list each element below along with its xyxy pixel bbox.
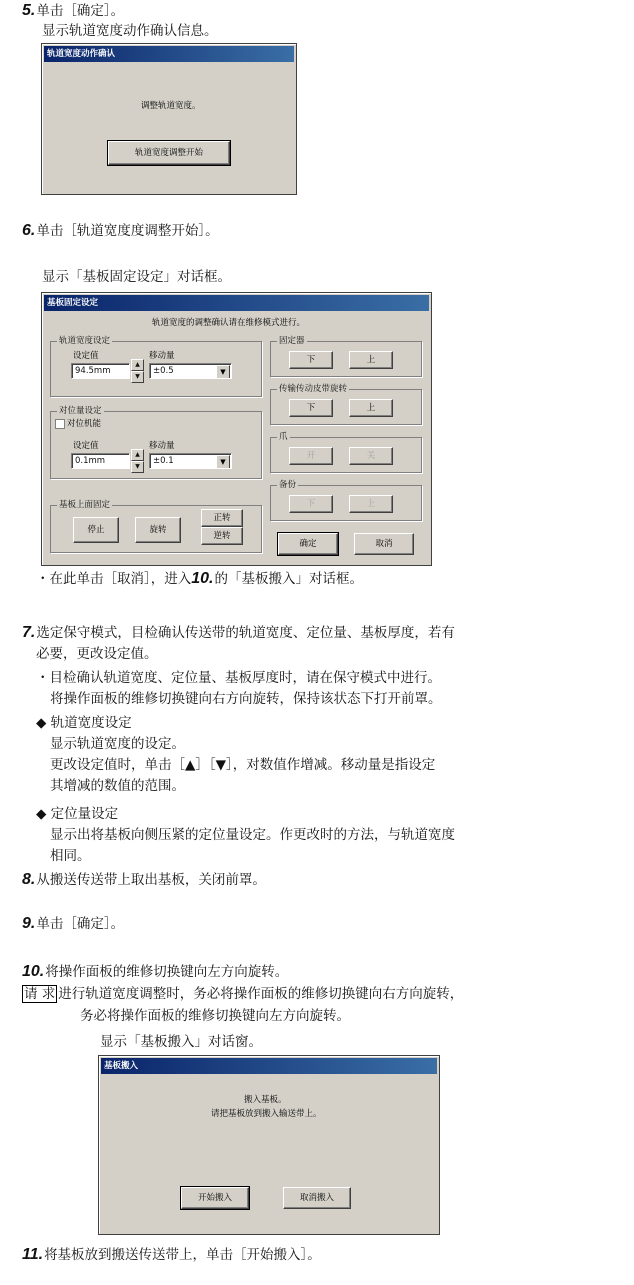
group-title: 爪 (279, 432, 288, 442)
step-7-bullet: ・目检确认轨道宽度、定位量、基板厚度时，请在保守模式中进行。 (36, 670, 441, 686)
step-text: 将基板放到搬送传送带上，单击［开始搬入］。 (44, 1247, 321, 1263)
ok-button[interactable]: 确定 (278, 533, 338, 555)
checkbox-label: 对位机能 (67, 419, 102, 429)
group-title: 基板上面固定 (59, 500, 111, 510)
step-6 (22, 222, 219, 240)
group-title: 对位量设定 (59, 406, 102, 416)
step-number: 6. (22, 222, 36, 239)
setting-label: 设定值 (73, 351, 99, 361)
note-tail: 的「基板搬入」对话框。 (214, 571, 363, 587)
rail-width-value-field[interactable]: 94.5mm (71, 363, 130, 379)
start-carry-in-button[interactable]: 开始搬入 (181, 1187, 249, 1209)
chevron-down-icon[interactable]: ▼ (216, 365, 230, 379)
move-label: 移动量 (149, 441, 175, 451)
step-9 (22, 915, 124, 933)
step-8 (22, 871, 266, 889)
step-5-sub: 显示轨道宽度动作确认信息。 (42, 23, 218, 39)
step-6-note (36, 570, 363, 588)
rail-width-desc-3: 其增减的数值的范围。 (50, 778, 185, 794)
selected-value: ±0.1 (153, 456, 174, 466)
dialog-title: 基板搬入 (101, 1058, 437, 1074)
request-line-2: 务必将操作面板的维修切换键向左方向旋转。 (80, 1008, 350, 1024)
step-number: 7. (22, 624, 36, 641)
positioning-value-field[interactable]: 0.1mm (71, 453, 130, 469)
step-5 (22, 2, 124, 20)
forward-button[interactable]: 正转 (201, 509, 243, 527)
positioning-move-select[interactable] (149, 453, 232, 469)
spare-group (270, 480, 422, 521)
positioning-group (50, 406, 262, 479)
start-rail-width-adjust-button[interactable]: 轨道宽度调整开始 (108, 141, 230, 165)
step-6-sub: 显示「基板固定设定」对话框。 (42, 269, 231, 285)
request-line-3: 显示「基板搬入」对话窗。 (100, 1034, 262, 1050)
step-text: 单击［轨道宽度度调整开始］。 (36, 223, 219, 239)
carry-in-message-1: 搬入基板。 (244, 1095, 287, 1105)
claw-group (270, 432, 422, 473)
belt-down-button[interactable]: 下 (289, 399, 333, 417)
step-text: 单击［确定］。 (36, 3, 125, 19)
stop-button[interactable]: 停止 (73, 517, 119, 543)
step-7-line2: 必要，更改设定值。 (36, 646, 158, 662)
checkbox[interactable] (55, 419, 65, 429)
request-label: 请 求 (24, 986, 56, 1002)
positioning-setting-heading: ◆ 定位量设定 (36, 806, 119, 822)
board-fix-settings-dialog (41, 292, 432, 566)
spin-up-icon[interactable]: ▲ (131, 359, 144, 371)
spin-down-icon[interactable]: ▼ (131, 371, 144, 383)
step-number: 9. (22, 915, 36, 932)
cancel-button[interactable]: 取消 (354, 533, 414, 555)
setting-label: 设定值 (73, 441, 99, 451)
step-text: 单击［确定］。 (36, 916, 125, 932)
claw-close-button[interactable]: 关 (349, 447, 393, 465)
positioning-spinner[interactable] (131, 449, 144, 473)
dialog-title: 基板固定设定 (44, 295, 429, 311)
dialog-message: 调整轨道宽度。 (141, 101, 201, 111)
spare-up-button[interactable]: 上 (349, 495, 393, 513)
cancel-carry-in-button[interactable]: 取消搬入 (283, 1187, 351, 1209)
rail-width-spinner[interactable] (131, 359, 144, 383)
spare-down-button[interactable]: 下 (289, 495, 333, 513)
rotate-button[interactable]: 旋转 (135, 517, 181, 543)
step-11 (22, 1246, 321, 1264)
group-title: 轨道宽度设定 (59, 336, 111, 346)
step-number: 10. (22, 963, 45, 980)
request-text: 进行轨道宽度调整时，务必将操作面板的维修切换键向右方向旋转， (58, 986, 464, 1002)
move-label: 移动量 (149, 351, 175, 361)
belt-up-button[interactable]: 上 (349, 399, 393, 417)
request-note (22, 985, 463, 1003)
carry-in-message-2: 请把基板放到搬入输送带上。 (211, 1109, 322, 1119)
step-text: 从搬送传送带上取出基板，关闭前罩。 (36, 872, 266, 888)
dialog-title: 轨道宽度动作确认 (44, 46, 294, 62)
note-step-ref: 10. (191, 570, 214, 587)
group-title: 固定器 (279, 336, 305, 346)
claw-open-button[interactable]: 开 (289, 447, 333, 465)
step-number: 5. (22, 2, 36, 19)
note-text: ・在此单击［取消］，进入 (36, 571, 192, 587)
rail-width-setting-heading: ◆ 轨道宽度设定 (36, 715, 132, 731)
step-7-bullet-cont: 将操作面板的维修切换键向右方向旋转，保持该状态下打开前罩。 (50, 691, 442, 707)
rail-width-desc-2: 更改设定值时，单击［▲］［▼］，对数值作增减。移动量是指设定 (50, 757, 436, 773)
step-number: 11. (22, 1246, 44, 1263)
rail-width-group (50, 336, 262, 397)
fixture-down-button[interactable]: 下 (289, 351, 333, 369)
board-carry-in-dialog (98, 1055, 440, 1235)
reverse-button[interactable]: 逆转 (201, 527, 243, 545)
board-top-fix-group (50, 500, 262, 553)
step-text: 将操作面板的维修切换键向左方向旋转。 (45, 964, 289, 980)
fixture-group (270, 336, 422, 377)
spin-down-icon[interactable]: ▼ (131, 461, 144, 473)
group-title: 备份 (279, 480, 297, 490)
step-text: 选定保守模式，目检确认传送带的轨道宽度、定位量、基板厚度，若有 (36, 625, 455, 641)
positioning-checkbox-row[interactable] (55, 418, 101, 430)
chevron-down-icon[interactable]: ▼ (216, 455, 230, 469)
spin-up-icon[interactable]: ▲ (131, 449, 144, 461)
step-10 (22, 963, 288, 981)
positioning-desc-1: 显示出将基板向侧压紧的定位量设定。作更改时的方法，与轨道宽度 (50, 827, 455, 843)
group-title: 传输传动皮带旋转 (279, 384, 348, 394)
step-number: 8. (22, 871, 36, 888)
step-7 (22, 624, 455, 642)
rail-width-confirm-dialog (41, 43, 297, 195)
selected-value: ±0.5 (153, 366, 174, 376)
belt-rotation-group (270, 384, 422, 425)
maintenance-notice: 轨道宽度的调整确认请在维修模式进行。 (152, 318, 306, 328)
positioning-desc-2: 相同。 (50, 848, 91, 864)
rail-move-select[interactable] (149, 363, 232, 379)
rail-width-desc-1: 显示轨道宽度的设定。 (50, 736, 185, 752)
fixture-up-button[interactable]: 上 (349, 351, 393, 369)
